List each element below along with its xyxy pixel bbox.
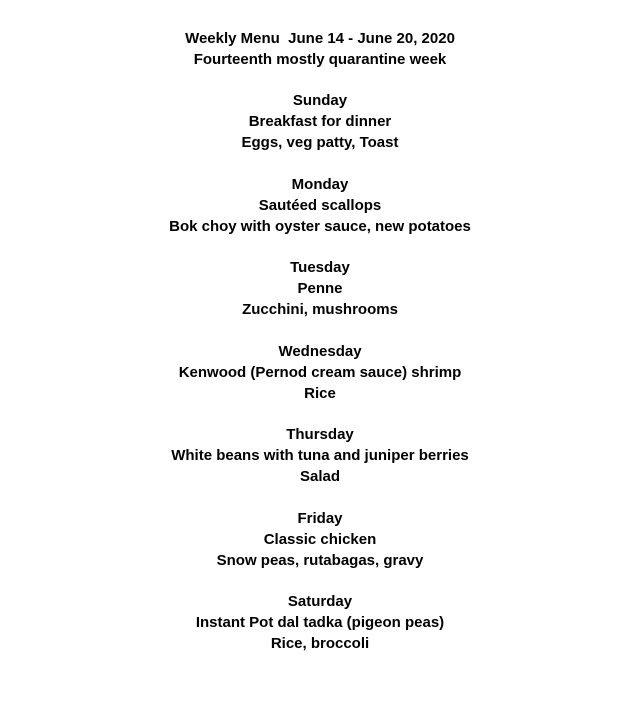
day-main-dish: White beans with tuna and juniper berries [171,447,469,464]
day-thursday [0,424,640,487]
day-sides: Eggs, veg patty, Toast [241,134,399,151]
day-sides: Rice [304,384,336,402]
day-tuesday [0,257,640,320]
day-main-dish: Kenwood (Pernod cream sauce) shrimp [178,363,462,381]
day-name: Saturday [287,593,353,610]
day-saturday [0,591,640,654]
day-sunday [0,90,640,153]
day-monday [0,174,640,237]
day-name: Monday [291,175,349,193]
day-main-dish: Classic chicken [263,530,377,548]
day-wednesday [0,341,640,404]
menu-subtitle: Fourteenth mostly quarantine week [193,51,447,68]
day-main-dish: Instant Pot dal tadka (pigeon peas) [195,614,445,631]
day-name: Sunday [292,92,348,109]
day-friday [0,508,640,571]
day-name: Friday [297,509,343,527]
day-sides: Zucchini, mushrooms [242,301,398,318]
day-sides: Salad [299,468,341,485]
day-main-dish: Sautéed scallops [258,196,382,214]
day-name: Wednesday [278,342,362,360]
day-name: Tuesday [290,259,350,276]
menu-header [0,28,640,70]
menu-title: Weekly Menu June 14 - June 20, 2020 [185,30,455,47]
day-sides: Rice, broccoli [270,635,370,652]
day-main-dish: Breakfast for dinner [248,113,392,130]
day-sides: Snow peas, rutabagas, gravy [216,551,424,569]
day-main-dish: Penne [297,280,343,297]
day-list [0,90,640,675]
day-name: Thursday [286,426,354,443]
day-sides: Bok choy with oyster sauce, new potatoes [169,217,471,235]
